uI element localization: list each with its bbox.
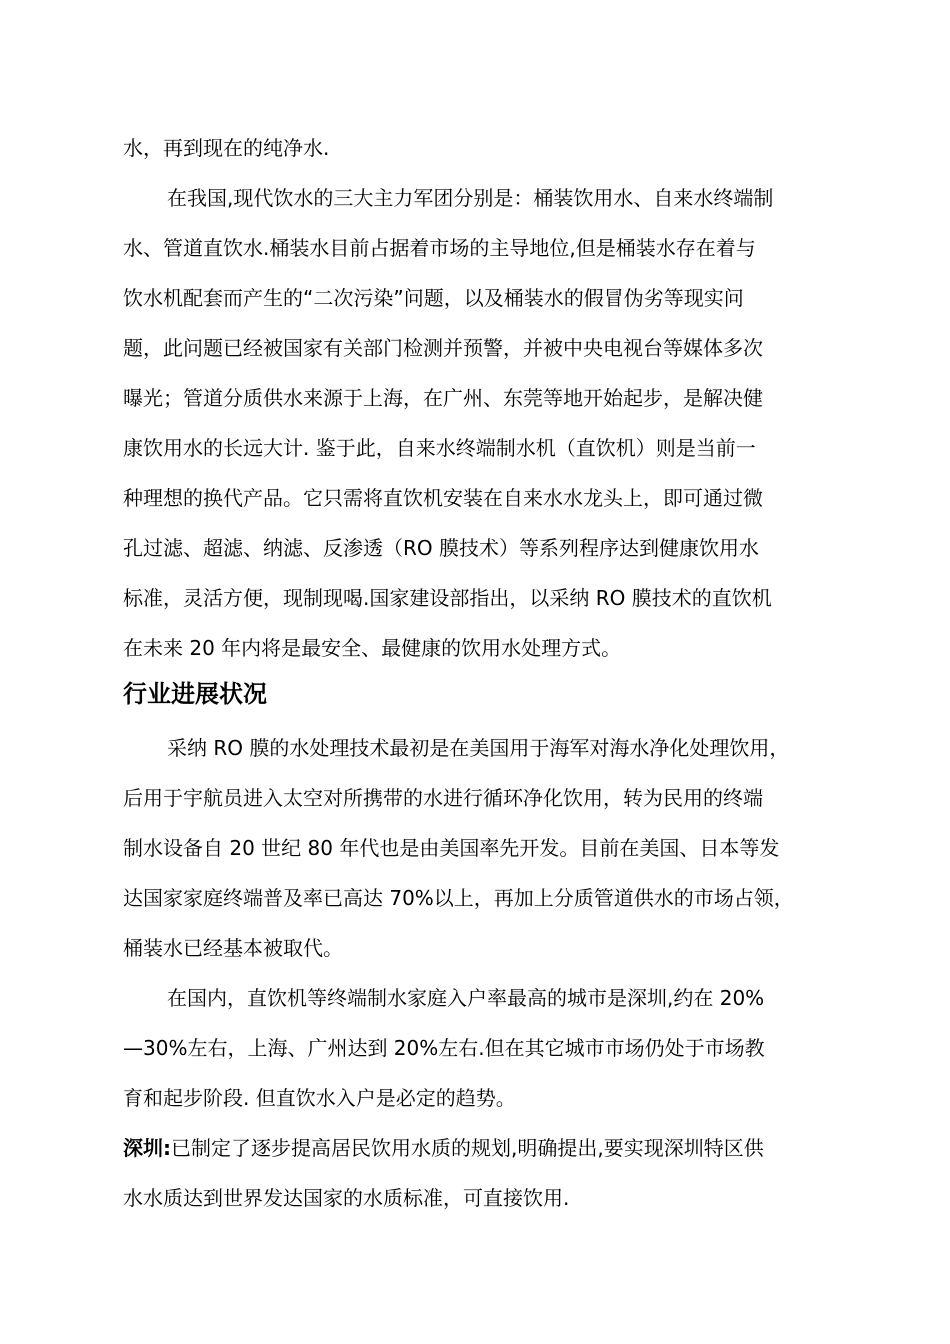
paragraph-line: 饮水机配套而产生的“二次污染”问题，以及桶装水的假冒伪劣等现实问 [123, 286, 744, 310]
paragraph-line: 达国家家庭终端普及率已高达 70%以上，再加上分质管道供水的市场占领， [123, 886, 794, 910]
paragraph-line: 桶装水已经基本被取代。 [123, 936, 343, 960]
paragraph-line: 标准，灵活方便，现制现喝.国家建设部指出，以采纳 RO 膜技术的直饮机 [123, 586, 772, 610]
shenzhen-label: 深圳: [123, 1136, 171, 1160]
paragraph-line: 种理想的换代产品。它只需将直饮机安装在自来水水龙头上，即可通过微 [123, 486, 763, 510]
section-heading: 行业进展状况 [123, 679, 267, 708]
paragraph-line: 育和起步阶段. 但直饮水入户是必定的趋势。 [123, 1086, 516, 1110]
paragraph-line: 制水设备自 20 世纪 80 年代也是由美国率先开发。目前在美国、日本等发 [123, 836, 780, 860]
paragraph-line: 题，此问题已经被国家有关部门检测并预警，并被中央电视台等媒体多次 [123, 336, 763, 360]
paragraph-line: 孔过滤、超滤、纳滤、反渗透（RO 膜技术）等系列程序达到健康饮用水 [123, 536, 759, 560]
paragraph-line: 后用于宇航员进入太空对所携带的水进行循环净化饮用，转为民用的终端 [123, 786, 763, 810]
paragraph-line: 采纳 RO 膜的水处理技术最初是在美国用于海军对海水净化处理饮用， [167, 736, 790, 760]
paragraph-line: 水、管道直饮水.桶装水目前占据着市场的主导地位,但是桶装水存在着与 [123, 236, 756, 260]
paragraph-line: 曝光；管道分质供水来源于上海，在广州、东莞等地开始起步，是解决健 [123, 386, 763, 410]
paragraph-line: 在未来 20 年内将是最安全、最健康的饮用水处理方式。 [123, 636, 622, 660]
paragraph-line: —30%左右，上海、广州达到 20%左右.但在其它城市市场仍处于市场教 [123, 1036, 765, 1060]
paragraph-line: 水，再到现在的纯净水. [123, 136, 330, 160]
paragraph-line: 在我国,现代饮水的三大主力军团分别是：桶装饮用水、自来水终端制 [167, 186, 774, 210]
paragraph-line: 在国内，直饮机等终端制水家庭入户率最高的城市是深圳,约在 20% [167, 986, 765, 1010]
paragraph-line: 水水质达到世界发达国家的水质标准，可直接饮用. [123, 1186, 570, 1210]
shenzhen-paragraph-line [123, 1133, 863, 1163]
shenzhen-text: 已制定了逐步提高居民饮用水质的规划,明确提出,要实现深圳特区供 [171, 1136, 764, 1160]
paragraph-line: 康饮用水的长远大计. 鉴于此，自来水终端制水机（直饮机）则是当前一 [123, 436, 756, 460]
